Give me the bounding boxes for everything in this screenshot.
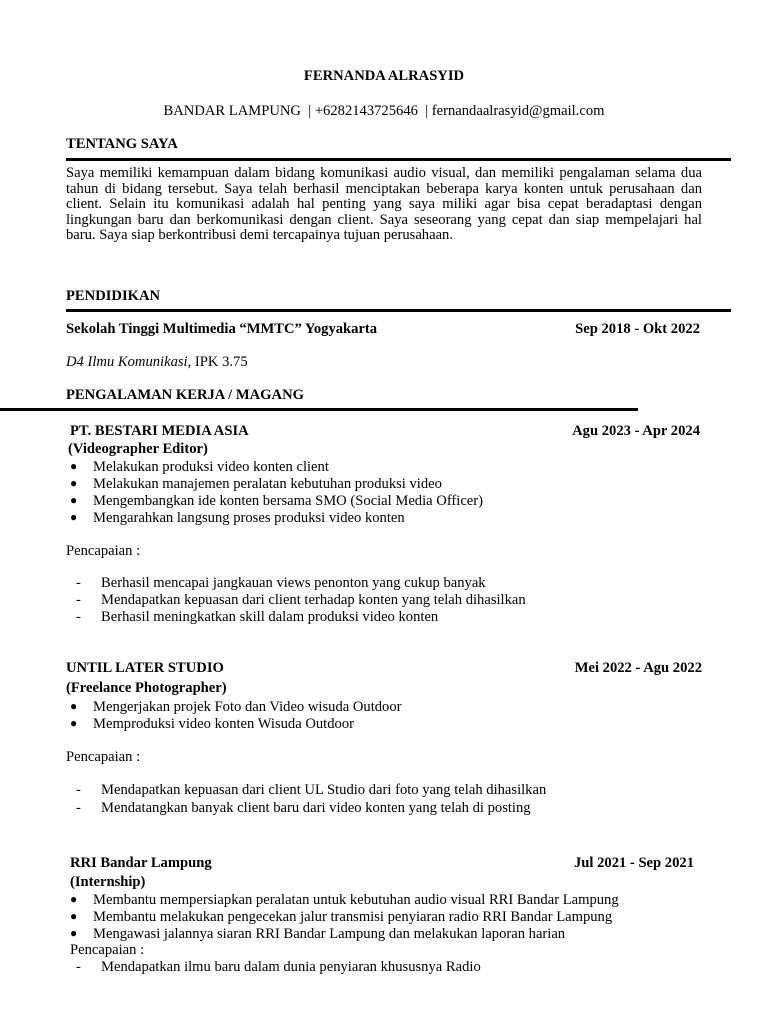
- duty-item: ● Membantu melakukan pengecekan jalur transmisi penyiaran radio RRI Bandar Lampung: [70, 909, 613, 925]
- job-role: (Videographer Editor): [68, 441, 208, 457]
- duty-item: ● Mengarahkan langsung proses produksi video konten: [70, 510, 405, 526]
- duty-item: ● Mengerjakan projek Foto dan Video wisuda Outdoor: [70, 699, 402, 715]
- job-dates: Agu 2023 - Apr 2024: [572, 423, 700, 439]
- duty-item: ● Melakukan produksi video konten client: [70, 459, 329, 475]
- education-divider: [66, 309, 731, 312]
- about-text: Saya memiliki kemampuan dalam bidang komunikasi audio visual, dan memiliki pengalaman selama dua tahun di bidang tersebut. Saya telah berhasil menciptakan beberapa karya konten untuk perusahaan dan client. Selain itu komunikasi adalah hal penting yang saya miliki agar bisa cepat beradaptasi dengan lingkungan baru dan berkomunikasi dengan client. Saya seseorang yang cepat dan siap mempelajari hal baru. Saya siap berkontribusi demi tercapainya tujuan perusahaan.: [66, 165, 702, 244]
- achievement-item: - Berhasil meningkatkan skill dalam produksi video konten: [76, 609, 439, 625]
- duty-item: ● Memproduksi video konten Wisuda Outdoor: [70, 716, 354, 732]
- duty-item: ● Mengawasi jalannya siaran RRI Bandar Lampung dan melakukan laporan harian: [70, 926, 566, 942]
- experience-heading: PENGALAMAN KERJA / MAGANG: [66, 387, 304, 403]
- achievement-item: - Mendatangkan banyak client baru dari video konten yang telah di posting: [76, 800, 531, 816]
- achievements-label: Pencapaian :: [70, 942, 145, 958]
- job-company: PT. BESTARI MEDIA ASIA: [70, 423, 249, 439]
- experience-divider: [0, 408, 638, 411]
- school-name: Sekolah Tinggi Multimedia “MMTC” Yogyakarta: [66, 321, 378, 337]
- about-heading: TENTANG SAYA: [66, 136, 178, 152]
- degree-line: [66, 354, 248, 371]
- achievements-label: Pencapaian :: [66, 543, 141, 559]
- degree-name: D4 Ilmu Komunikasi,: [66, 354, 192, 370]
- duty-item: ● Melakukan manajemen peralatan kebutuhan produksi video: [70, 476, 442, 492]
- job-role: (Internship): [70, 874, 146, 890]
- achievement-item: - Berhasil mencapai jangkauan views penonton yang cukup banyak: [76, 575, 486, 591]
- contact-line: BANDAR LAMPUNG | +6282143725646 | fernandaalrasyid@gmail.com: [163, 103, 605, 119]
- achievement-item: - Mendapatkan kepuasan dari client terhadap konten yang telah dihasilkan: [76, 592, 526, 608]
- duty-item: ● Mengembangkan ide konten bersama SMO (Social Media Officer): [70, 493, 483, 509]
- job-company: UNTIL LATER STUDIO: [66, 660, 224, 676]
- education-dates: Sep 2018 - Okt 2022: [575, 321, 700, 337]
- resume-name: FERNANDA ALRASYID: [303, 68, 465, 84]
- achievement-item: - Mendapatkan kepuasan dari client UL Studio dari foto yang telah dihasilkan: [76, 782, 547, 798]
- duty-item: ● Membantu mempersiapkan peralatan untuk kebutuhan audio visual RRI Bandar Lampung: [70, 892, 619, 908]
- achievement-item: - Mendapatkan ilmu baru dalam dunia penyiaran khususnya Radio: [76, 959, 481, 975]
- education-heading: PENDIDIKAN: [66, 288, 161, 304]
- job-role: (Freelance Photographer): [66, 680, 227, 696]
- job-company: RRI Bandar Lampung: [70, 855, 212, 871]
- job-dates: Mei 2022 - Agu 2022: [574, 660, 702, 676]
- achievements-label: Pencapaian :: [66, 749, 141, 765]
- gpa: IPK 3.75: [191, 354, 248, 370]
- about-divider: [66, 158, 731, 161]
- job-dates: Jul 2021 - Sep 2021: [573, 855, 694, 871]
